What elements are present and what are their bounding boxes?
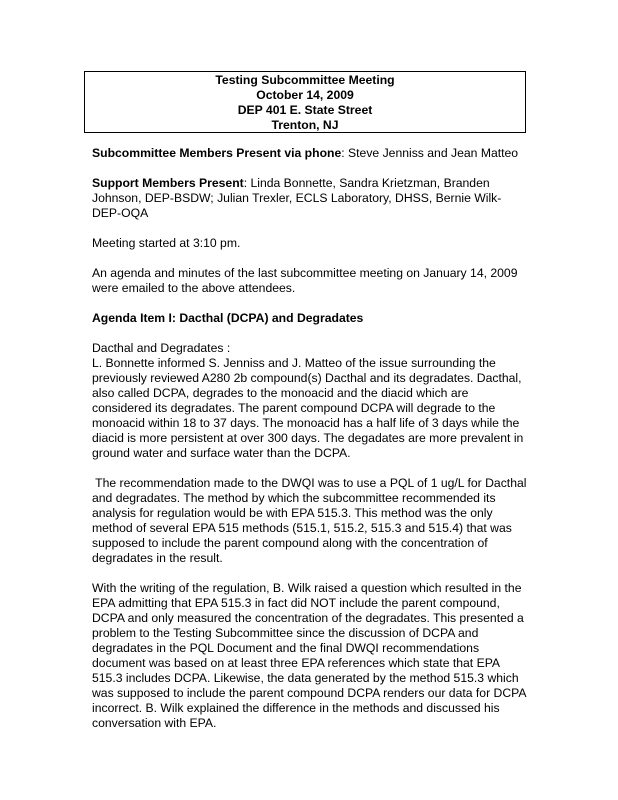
document-body (92, 146, 532, 746)
recommendation-line: and degradates. The method by which the subcommittee recommended its (92, 491, 496, 505)
regulation-line: incorrect. B. Wilk explained the difference in the methods and discussed his (92, 701, 500, 715)
recommendation-line: analysis for regulation would be with EPA 515.3. This method was the only (92, 506, 493, 520)
meeting-header-box (84, 71, 526, 133)
meeting-start-text: Meeting started at 3:10 pm. (92, 236, 241, 250)
phone-members-text: : Steve Jenniss and Jean Matteo (341, 146, 519, 160)
recommendation-line: method of several EPA 515 methods (515.1, 515.2, 515.3 and 515.4) that was (92, 521, 512, 535)
recommendation-line: The recommendation made to the DWQI was to use a PQL of 1 ug/L for Dacthal (92, 476, 527, 490)
regulation-line: problem to the Testing Subcommittee since the discussion of DCPA and (92, 626, 479, 640)
regulation-line: 515.3 includes DCPA. Likewise, the data generated by the method 515.3 which (92, 671, 519, 685)
regulation-line: DCPA and only measured the concentration of the degradates. This presented a (92, 611, 524, 625)
agenda-minutes-line: An agenda and minutes of the last subcommittee meeting on January 14, 2009 (92, 266, 518, 280)
dacthal-line: previously reviewed A280 2b compound(s) Dacthal and its degradates. Dacthal, (92, 371, 522, 385)
dacthal-line: Dacthal and Degradates : (92, 341, 231, 355)
recommendation-line: degradates in the result. (92, 551, 223, 565)
regulation-line: With the writing of the regulation, B. Wilk raised a question which resulted in the (92, 581, 522, 595)
dacthal-line: also called DCPA, degrades to the monoacid and the diacid which are (92, 386, 469, 400)
phone-members-label: Subcommittee Members Present via phone (92, 146, 342, 160)
meeting-date: October 14, 2009 (256, 88, 354, 102)
meeting-location: DEP 401 E. State Street (237, 103, 373, 117)
dacthal-line: monoacid within 18 to 37 days. The monoacid has a half life of 3 days while the (92, 416, 520, 430)
regulation-line: was supposed to include the parent compound DCPA renders our data for DCPA (92, 686, 527, 700)
meeting-title: Testing Subcommittee Meeting (215, 73, 395, 87)
recommendation-paragraph (92, 476, 532, 566)
regulation-line: conversation with EPA. (92, 716, 217, 730)
meeting-start-paragraph (92, 236, 532, 251)
support-members-label: Support Members Present (92, 176, 244, 190)
agenda-item-heading-paragraph (92, 311, 532, 326)
regulation-line: EPA admitting that EPA 515.3 in fact did NOT include the parent compound, (92, 596, 500, 610)
support-members-line: Johnson, DEP-BSDW; Julian Trexler, ECLS Laboratory, DHSS, Bernie Wilk- (92, 191, 502, 205)
dacthal-line: considered its degradates. The parent compound DCPA will degrade to the (92, 401, 496, 415)
regulation-line: degradates in the PQL Document and the final DWQI recommendations (92, 641, 480, 655)
dacthal-line: diacid is more persistent at over 300 days. The degadates are more prevalent in (92, 431, 524, 445)
dacthal-line: L. Bonnette informed S. Jenniss and J. Matteo of the issue surrounding the (92, 356, 496, 370)
dacthal-paragraph (92, 341, 532, 461)
phone-members-paragraph (92, 146, 532, 161)
dacthal-line: ground water and surface water than the DCPA. (92, 446, 351, 460)
support-members-line: DEP-OQA (92, 206, 149, 220)
support-members-line: : Linda Bonnette, Sandra Krietzman, Branden (243, 176, 490, 190)
support-members-paragraph (92, 176, 532, 221)
agenda-item-heading: Agenda Item I: Dacthal (DCPA) and Degradates (92, 311, 364, 325)
regulation-line: document was based on at least three EPA references which state that EPA (92, 656, 501, 670)
recommendation-line: supposed to include the parent compound along with the concentration of (92, 536, 488, 550)
agenda-minutes-paragraph (92, 266, 532, 296)
regulation-paragraph (92, 581, 532, 731)
agenda-minutes-line: were emailed to the above attendees. (92, 281, 296, 295)
meeting-city: Trenton, NJ (271, 118, 339, 132)
